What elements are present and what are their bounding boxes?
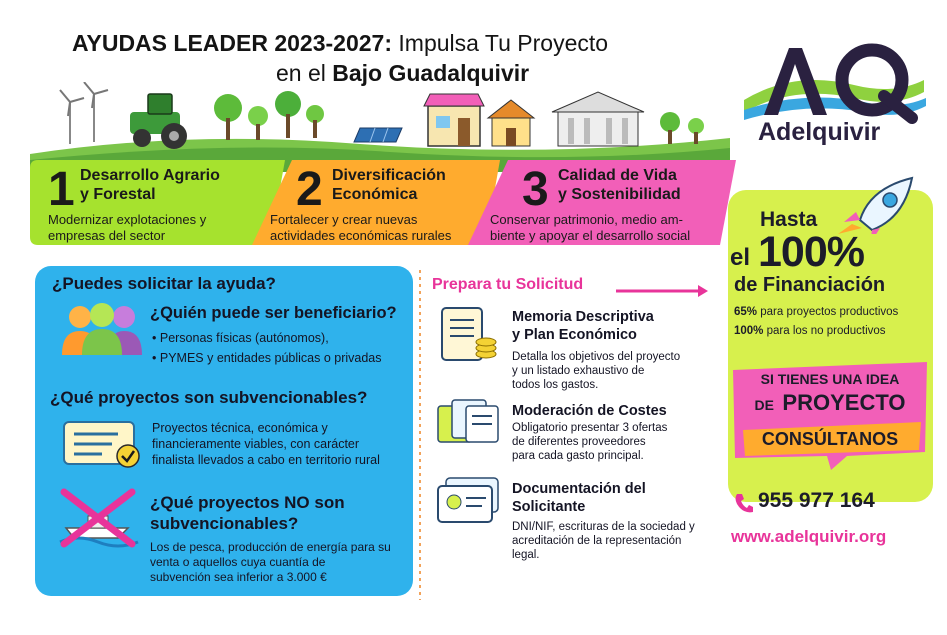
step-line3: para cada gasto principal. (512, 450, 644, 462)
pink-arrow-decoration (614, 284, 710, 298)
step-line2: y un listado exhaustivo de (512, 365, 645, 377)
consult-callout-bubble (727, 360, 933, 470)
callout-line2-prefix: DE (754, 397, 774, 413)
category-desc-line2: biente y apoyar el desarrollo social (490, 228, 691, 243)
logo-text: Adelquivir (758, 118, 881, 146)
eligibility-heading: ¿Puedes solicitar la ayuda? (52, 274, 276, 293)
not-heading-line1: ¿Qué proyectos NO son (150, 493, 345, 512)
step-line1: DNI/NIF, escrituras de la sociedad y (512, 521, 695, 533)
what-heading: ¿Qué proyectos son subvencionables? (50, 388, 368, 407)
financing-hasta: Hasta (760, 208, 818, 231)
category-number: 1 (48, 163, 75, 216)
callout-line3: CONSÚLTANOS (761, 429, 899, 449)
shop-icon (424, 94, 484, 146)
document-check-icon (62, 418, 144, 470)
financing-el: el (730, 244, 751, 271)
tractor-icon (130, 94, 187, 149)
step-text (512, 350, 680, 392)
rocket-icon (830, 172, 922, 234)
category-desc-line1: Modernizar explotaciones y (48, 212, 207, 227)
subtitle-prefix: en el (276, 60, 326, 86)
nonproductive-text: para los no productivos (766, 325, 886, 337)
step-title-line1: Memoria Descriptiva (512, 309, 654, 325)
category-name-line1: Diversificación (332, 167, 446, 184)
step-title-line2: y Plan Económico (512, 327, 637, 343)
people-group-icon (62, 303, 146, 355)
town-hall-icon (552, 92, 644, 146)
not-line2: venta o aquellos cuya cuantía de (150, 555, 326, 569)
solar-panel-icon (354, 128, 402, 142)
category-2 (258, 156, 478, 248)
not-line1: Los de pesca, producción de energía para su (150, 540, 391, 554)
category-1 (40, 156, 270, 248)
not-text (150, 540, 391, 585)
productive-rate (734, 306, 898, 318)
not-heading (150, 492, 345, 534)
quotes-comparison-icon (436, 398, 502, 446)
who-item: • Personas físicas (autónomos), (152, 331, 329, 345)
who-item: • PYMES y entidades públicas o privadas (152, 351, 382, 365)
nonproductive-pct: 100% (734, 325, 764, 337)
contact-website-link[interactable]: www.adelquivir.org (731, 527, 887, 546)
who-item-text: Personas físicas (autónomos), (159, 331, 329, 345)
category-name-line1: Desarrollo Agrario (80, 167, 220, 184)
step-title-line1: Documentación del (512, 481, 646, 497)
category-desc-line2: empresas del sector (48, 228, 166, 243)
step-line1: Detalla los objetivos del proyecto (512, 351, 681, 363)
phone-icon (733, 492, 753, 514)
what-line2: financieramente viables, con carácter (152, 437, 360, 451)
who-list (152, 330, 382, 366)
step-title: Moderación de Costes (512, 403, 667, 419)
contact-phone[interactable]: 955 977 164 (758, 489, 875, 512)
category-name-line2: Económica (332, 186, 418, 203)
nonproductive-rate (734, 325, 886, 337)
small-trees-icon (660, 112, 704, 144)
financing-label: de Financiación (734, 274, 886, 296)
category-desc-line2: actividades económicas rurales (270, 228, 452, 243)
step-line2: de diferentes proveedores (512, 436, 646, 448)
what-line1: Proyectos técnica, económica y (152, 421, 328, 435)
step-line3: legal. (512, 549, 540, 561)
step-line3: todos los gastos. (512, 379, 599, 391)
title-bold: AYUDAS LEADER 2023-2027: (72, 30, 393, 56)
category-name-line2: y Forestal (80, 186, 156, 203)
crossed-out-boat-icon (58, 488, 148, 548)
step-title (512, 308, 654, 344)
dotted-divider (418, 270, 422, 600)
what-text (152, 420, 380, 468)
prepare-heading: Prepara tu Solicitud (432, 276, 584, 293)
callout-line1: SI TIENES UNA IDEA (760, 371, 900, 387)
category-number: 2 (296, 163, 323, 216)
category-number: 3 (522, 163, 549, 216)
category-desc-line1: Fortalecer y crear nuevas (270, 212, 418, 227)
step-text (512, 520, 695, 562)
productive-text: para proyectos productivos (760, 306, 899, 318)
category-desc (490, 212, 690, 244)
page-title (72, 30, 608, 57)
who-item-text: PYMES y entidades públicas o privadas (159, 351, 382, 365)
what-line3: finalista llevados a cabo en territorio rural (152, 453, 380, 467)
wind-turbine-icon (60, 82, 108, 144)
step-line1: Obligatorio presentar 3 ofertas (512, 422, 668, 434)
not-line3: subvención sea inferior a 3.000 € (150, 570, 327, 584)
step-title-line2: Solicitante (512, 499, 586, 515)
callout-line2-bold: PROYECTO (782, 390, 906, 415)
category-name (558, 166, 681, 204)
productive-pct: 65% (734, 306, 758, 318)
id-card-icon (436, 476, 502, 524)
category-desc (48, 212, 206, 244)
house-icon (488, 100, 534, 146)
step-text (512, 421, 667, 463)
category-name-line1: Calidad de Vida (558, 167, 677, 184)
trees-icon (214, 91, 324, 140)
category-3 (480, 156, 720, 248)
who-heading: ¿Quién puede ser beneficiario? (150, 304, 397, 322)
category-name-line2: y Sostenibilidad (558, 186, 681, 203)
step-title (512, 480, 646, 516)
subtitle-bold: Bajo Guadalquivir (332, 60, 530, 86)
category-name (80, 166, 220, 204)
category-desc-line1: Conservar patrimonio, medio am- (490, 212, 683, 227)
not-heading-line2: subvencionables? (150, 514, 299, 533)
category-name (332, 166, 446, 204)
title-rest: Impulsa Tu Proyecto (398, 30, 609, 56)
category-desc (270, 212, 451, 244)
step-line2: acreditación de la representación (512, 535, 682, 547)
financing-percent: 100% (758, 228, 864, 276)
document-coins-icon (436, 306, 500, 368)
